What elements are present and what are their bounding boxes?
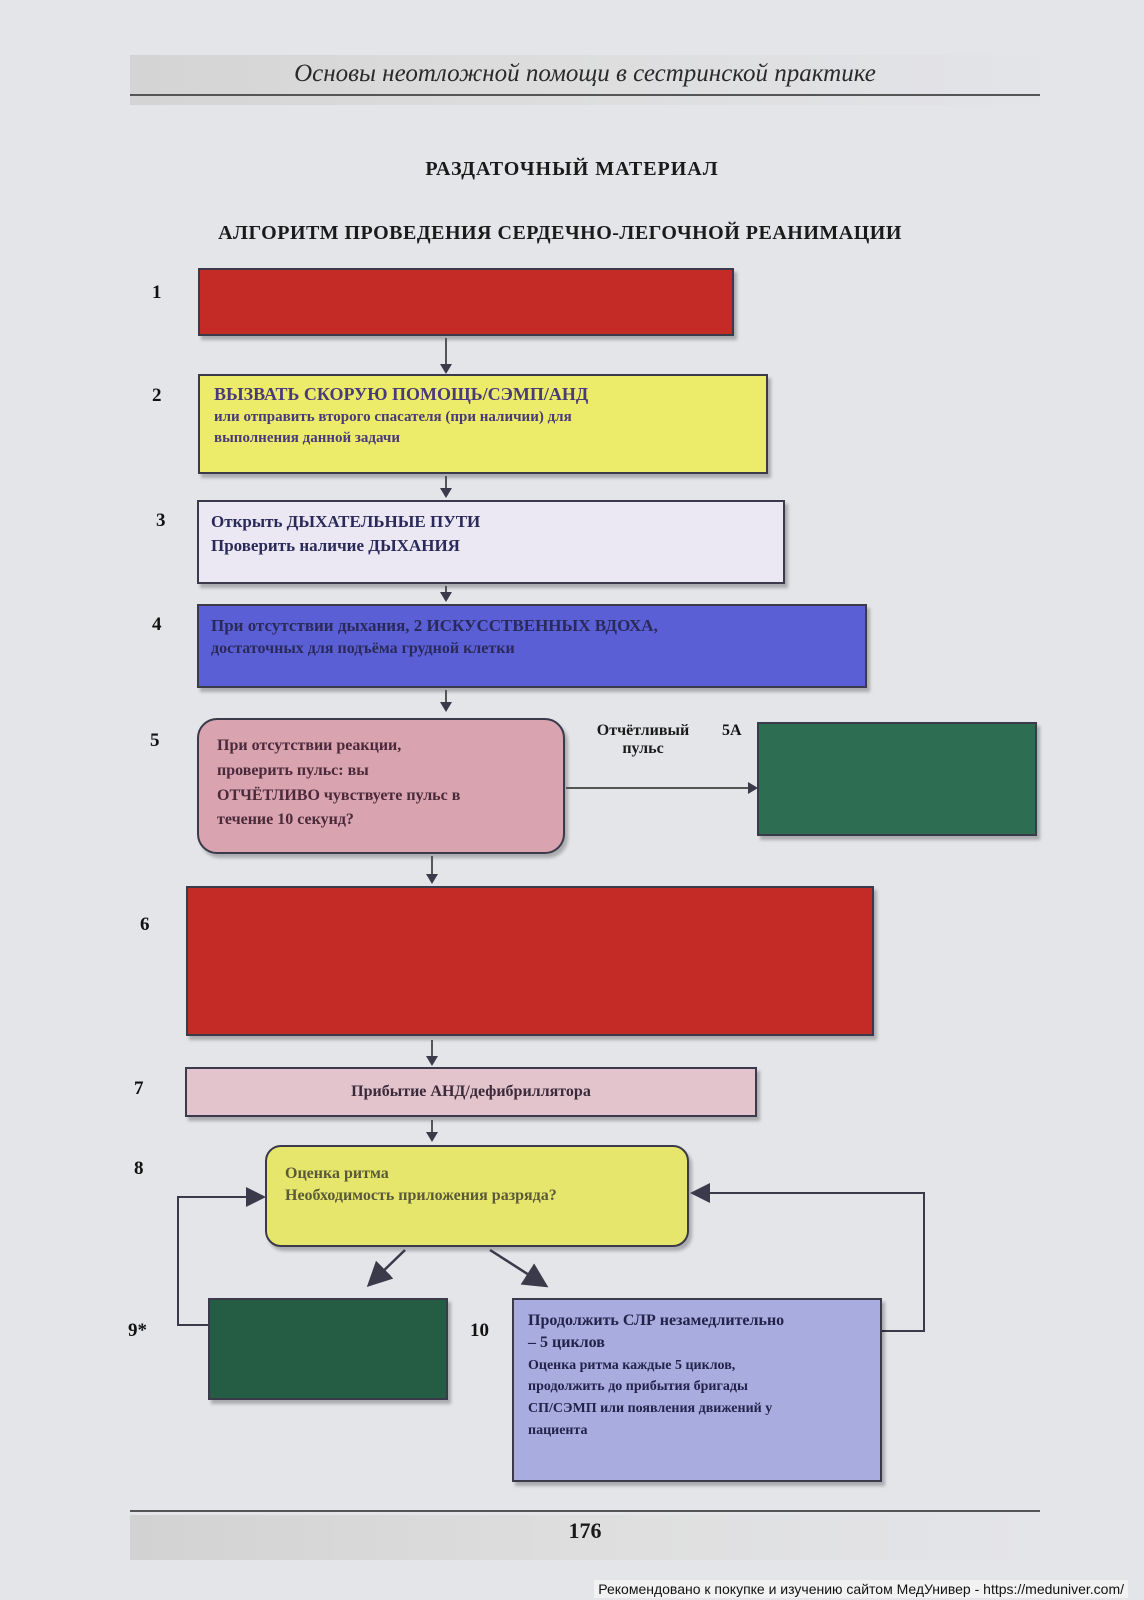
step-3-number: 3	[156, 510, 166, 531]
step-5-line-4: течение 10 секунд?	[217, 811, 354, 829]
step-5-line-2: проверить пульс: вы	[217, 761, 369, 779]
step-10-number: 10	[470, 1320, 489, 1341]
step-4-line-1: При отсутствии дыхания, 2 ИСКУССТВЕННЫХ ВДОХА,	[211, 616, 658, 635]
step-3-line-1: Открыть ДЫХАТЕЛЬНЫЕ ПУТИ	[211, 512, 481, 531]
step-6-number: 6	[140, 914, 150, 935]
step-4-line-2: достаточных для подъёма грудной клетки	[211, 639, 515, 657]
step-5-number: 5	[150, 730, 160, 751]
step-2-line-2: или отправить второго спасателя (при наличии) для	[214, 409, 572, 426]
step-7-label: Прибытие АНД/дефибриллятора	[351, 1083, 591, 1100]
step-8-number: 8	[134, 1158, 144, 1179]
algorithm-title: АЛГОРИТМ ПРОВЕДЕНИЯ СЕРДЕЧНО-ЛЕГОЧНОЙ РЕАНИМАЦИИ	[218, 222, 902, 244]
step-2-line-1: ВЫЗВАТЬ СКОРУЮ ПОМОЩЬ/СЭМП/АНД	[214, 384, 589, 404]
step-8-line-1: Оценка ритма	[285, 1165, 389, 1182]
step-2-line-3: выполнения данной задачи	[214, 430, 401, 447]
watermark-link-text: Рекомендовано к покупке и изучению сайтом МедУнивер - https://meduniver.com/	[594, 1580, 1128, 1598]
step-10-box	[512, 1298, 882, 1482]
step-10-line-4: продолжить до прибытия бригады	[528, 1379, 748, 1395]
arrow-8-10	[490, 1250, 540, 1282]
step-8-line-2: Необходимость приложения разряда?	[285, 1187, 557, 1205]
edge-label-line-1: Отчётливый	[596, 722, 690, 739]
arrow-8-9	[374, 1250, 405, 1280]
step-1-number: 1	[152, 282, 162, 303]
step-7-number: 7	[134, 1078, 144, 1099]
step-10-line-6: пациента	[528, 1422, 588, 1438]
step-5-line-1: При отсутствии реакции,	[217, 737, 402, 754]
handout-title: РАЗДАТОЧНЫЙ МАТЕРИАЛ	[425, 158, 719, 180]
step-3-line-2: Проверить наличие ДЫХАНИЯ	[211, 535, 460, 555]
step-10-line-1: Продолжить СЛР незамедлительно	[528, 1312, 785, 1329]
step-9-box	[208, 1298, 448, 1400]
running-header-title: Основы неотложной помощи в сестринской практике	[294, 60, 876, 87]
step-4-number: 4	[152, 614, 162, 635]
step-10-line-2: – 5 циклов	[528, 1334, 605, 1352]
step-5-line-3: ОТЧЁТЛИВО чувствуете пульс в	[217, 786, 461, 804]
step-9-number: 9*	[128, 1320, 147, 1341]
step-10-line-3: Оценка ритма каждые 5 циклов,	[528, 1357, 736, 1373]
step-10-line-5: СП/СЭМП или появления движений у	[528, 1401, 773, 1417]
footer-divider	[130, 1510, 1040, 1512]
step-2-number: 2	[152, 385, 162, 406]
step-5a-number: 5А	[722, 722, 742, 739]
edge-label-line-2: пульс	[622, 740, 664, 757]
page-number: 176	[568, 1518, 602, 1543]
